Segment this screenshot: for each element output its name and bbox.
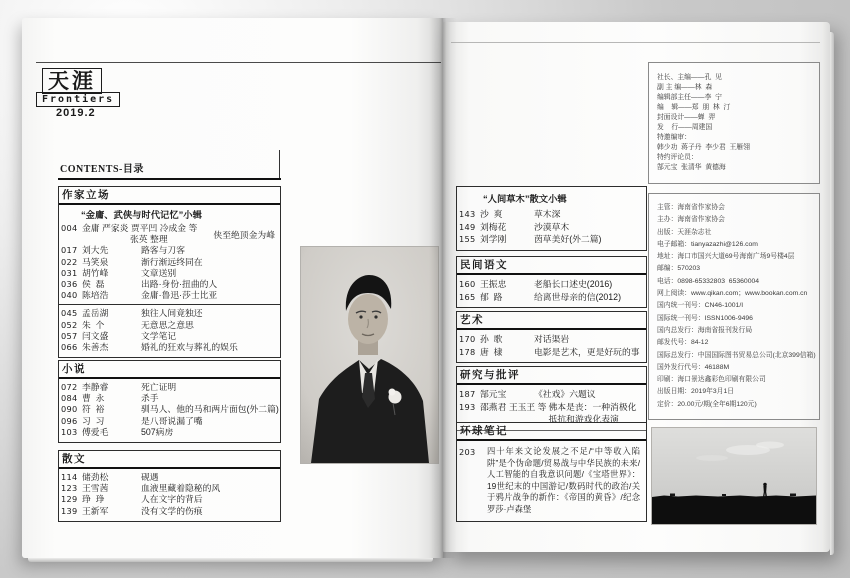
section-title: 研究与批评 — [457, 367, 646, 385]
toc-section-research-criticism — [456, 366, 647, 431]
page-number: 160 — [459, 279, 476, 289]
page-number: 045 — [61, 308, 78, 319]
article-title: 老船长口述史(2016) — [534, 279, 613, 289]
landscape-illustration — [652, 428, 816, 524]
page-number: 066 — [61, 342, 78, 353]
toc-row — [61, 308, 276, 319]
issue-number: 2019.2 — [56, 107, 96, 119]
page-number: 114 — [61, 472, 78, 482]
article-title: 给离世母亲的信(2012) — [534, 291, 622, 302]
section-title: 散文 — [59, 451, 280, 469]
article-title: 血液里藏着隐秘的风 — [141, 483, 221, 494]
compiler-name: 张英 整理 — [130, 234, 168, 245]
article-title: 《社戏》六题议 — [534, 389, 596, 399]
author-names: 金庸 严家炎 贾平凹 冷成金 等 — [82, 223, 198, 233]
section-subtitle: “人间草木”散文小辑 — [483, 194, 567, 204]
toc-list — [459, 333, 642, 358]
article-title: 砚遇 — [141, 472, 159, 482]
page-number: 084 — [61, 393, 78, 404]
masthead-line: 特约评论员： — [657, 154, 698, 161]
toc-list — [61, 245, 276, 301]
section-title: 环球笔记 — [457, 423, 646, 441]
toc-row — [61, 268, 276, 279]
toc-row — [459, 233, 642, 246]
toc-row — [61, 290, 276, 301]
toc-row — [459, 388, 642, 401]
author-name: 朱 个 — [82, 319, 105, 330]
toc-row — [61, 382, 276, 393]
page-number: 155 — [459, 234, 476, 244]
author-name: 沙 爽 — [480, 209, 503, 219]
toc-list — [459, 388, 642, 426]
article-title: 对话渠岩 — [534, 334, 570, 344]
left-page — [22, 18, 443, 558]
portrait-photo — [300, 246, 439, 464]
page-number: 193 — [459, 401, 476, 412]
logo-cn: 天涯 — [42, 68, 102, 94]
article-title: 电影是艺术，更是好玩的事 — [534, 346, 640, 357]
contents-rule-tick — [279, 150, 280, 178]
toc-list — [61, 472, 276, 517]
section-title: 民间语文 — [457, 257, 646, 275]
article-title: 杀手 — [141, 393, 159, 404]
author-name: 朱善杰 — [82, 342, 109, 353]
contents-heading: CONTENTS-目录 — [58, 158, 281, 180]
toc-list — [459, 278, 642, 303]
article-title: 侠至绝顶金为峰 — [213, 230, 275, 240]
masthead-line: 封面设计——蝉 羿 — [657, 114, 716, 121]
publishing-line: 国际总发行：中国国际图书贸易总公司(北京399信箱) — [657, 351, 816, 359]
toc-row — [459, 221, 642, 234]
author-name: 邵燕君 王玉玊 等 — [480, 401, 547, 412]
author-name: 曹 永 — [82, 393, 105, 404]
toc-row — [61, 404, 279, 415]
toc-row — [61, 472, 276, 483]
toc-row-lead — [61, 223, 276, 245]
article-title: 佛本是丧：一种消极化抵抗和游戏化表演 — [548, 401, 637, 424]
article-title: 沙漠草木 — [534, 221, 570, 232]
toc-row — [459, 208, 642, 221]
publishing-line: 电话：0898-65332803 65360004 — [657, 277, 760, 285]
toc-row — [459, 333, 642, 346]
masthead-line: 编辑部主任——李 宁 — [657, 94, 722, 101]
toc-row-notes — [459, 446, 643, 515]
page-number: 040 — [61, 290, 78, 301]
author-name: 李静睿 — [82, 382, 109, 392]
toc-list — [61, 308, 276, 353]
article-title: 金庸·鲁迅·莎士比亚 — [141, 290, 218, 301]
publishing-line: 网上阅读：www.qikan.com；www.bookan.com.cn — [657, 290, 808, 298]
publishing-info — [648, 193, 820, 420]
publishing-line: 国外发行代号：46188M — [657, 363, 730, 371]
page-number: 090 — [61, 404, 78, 415]
publishing-line: 国内统一刊号：CN46-1001/I — [657, 302, 744, 310]
toc-section-fiction — [58, 360, 281, 443]
toc-row — [459, 278, 642, 291]
page-number: 178 — [459, 346, 476, 357]
article-title: 驯马人、他的马和两片面包(外二篇) — [141, 404, 279, 415]
toc-row — [61, 279, 276, 290]
masthead-line: 社长、主编——孔 见 — [657, 74, 722, 81]
author-name: 闫文盛 — [82, 330, 109, 341]
publishing-line: 定价：20.00元/期(全年6期120元) — [657, 400, 757, 408]
toc-row — [61, 245, 276, 256]
page-number: 165 — [459, 291, 476, 302]
article-title: 路客与刀客 — [141, 245, 185, 256]
author-name: 刘学刚 — [480, 234, 507, 244]
author-name: 琤 琤 — [82, 494, 105, 505]
page-number: 187 — [459, 389, 476, 399]
author-name: 傅爱毛 — [82, 426, 109, 437]
section-title: 作家立场 — [59, 187, 280, 205]
author-name: 王雪茜 — [82, 483, 109, 494]
toc-row — [61, 331, 276, 342]
top-rule — [451, 42, 820, 43]
article-title: 渐行渐远终同在 — [141, 256, 203, 267]
author-name: 储劲松 — [82, 472, 109, 482]
author-name: 习 习 — [82, 415, 105, 426]
toc-row — [61, 416, 276, 427]
section-title: 小说 — [59, 361, 280, 379]
article-title: 507病房 — [141, 426, 174, 437]
masthead-line: 副 主 编——林 森 — [657, 84, 713, 91]
toc-row — [61, 427, 276, 438]
page-number: 022 — [61, 256, 78, 267]
author-name: 刘大先 — [82, 245, 109, 256]
publishing-line: 国内总发行：海南省报刊发行局 — [657, 326, 753, 334]
publishing-line: 国际统一刊号：ISSN1006-9496 — [657, 314, 753, 322]
publishing-line: 主办：海南省作家协会 — [657, 216, 725, 224]
notes-summary: 四十年来文论发展之不足/“中等收入陷阱”是个伪命题/贸易战与中华民族的未来/人工智能的自我意识问题/《宝塔世界》：19世纪末的中国游记/数码时代的政治/关于鸦片战争的新作：《帝国的黄昏》/纪念罗莎·卢森堡 — [487, 446, 640, 514]
author-name: 孟岳湖 — [82, 308, 109, 319]
right-page — [443, 22, 830, 552]
toc-row — [61, 483, 276, 494]
author-name: 唐 棣 — [480, 346, 503, 357]
masthead-line: 特邀编审： — [657, 134, 691, 141]
publishing-line: 出版日期：2019年3月1日 — [657, 388, 735, 396]
toc-row — [61, 393, 276, 404]
page-number: 143 — [459, 209, 476, 219]
landscape-photo — [651, 427, 817, 525]
toc-section-writers-position — [58, 186, 281, 358]
author-name: 郜元宝 — [480, 389, 507, 399]
article-title: 是八哥说漏了嘴 — [141, 415, 203, 426]
page-number: 203 — [459, 447, 476, 457]
page-number: 031 — [61, 267, 78, 278]
toc-list — [61, 382, 279, 438]
author-name: 陈培浩 — [82, 290, 109, 301]
page-number: 103 — [61, 426, 78, 437]
toc-section-folk-language — [456, 256, 647, 308]
page-number: 017 — [61, 245, 78, 256]
article-title: 没有文学的伤痕 — [141, 505, 203, 516]
toc-section-art — [456, 311, 647, 363]
toc-row — [459, 291, 642, 304]
publishing-line: 电子邮箱：tianyazazhi@126.com — [657, 240, 758, 248]
author-name: 王新军 — [82, 505, 109, 516]
masthead-lines — [649, 63, 819, 173]
portrait-illustration — [301, 247, 438, 463]
author-name: 孙 歌 — [480, 334, 503, 344]
publishing-line: 地址：海口市国兴大道69号海南广场9号楼4层 — [657, 253, 795, 261]
article-title: 婚礼的狂欢与葬礼的娱乐 — [141, 342, 238, 353]
masthead-line: 郜元宝 张清华 黄德海 — [657, 164, 726, 171]
publishing-line: 主管：海南省作家协会 — [657, 204, 725, 211]
page-number: 149 — [459, 221, 476, 232]
toc-section-grass-and-trees — [456, 186, 647, 251]
author-name: 胡竹峰 — [82, 267, 109, 278]
page-number: 052 — [61, 319, 78, 330]
author-name: 郁 路 — [480, 291, 503, 302]
masthead — [648, 62, 820, 184]
page-number: 129 — [61, 494, 78, 505]
toc-row — [459, 346, 642, 359]
author-name: 符 裕 — [82, 404, 105, 415]
toc-row — [61, 494, 276, 505]
publishing-line: 邮发代号：84-12 — [657, 339, 709, 347]
article-title: 草木深 — [534, 209, 561, 219]
toc-section-essays — [58, 450, 281, 522]
logo-en: Frontiers — [36, 92, 120, 107]
page-number: 139 — [61, 505, 78, 516]
toc-row — [61, 257, 276, 268]
author-name: 马笑泉 — [82, 256, 109, 267]
author-name: 刘梅花 — [480, 221, 507, 232]
article-title: 死亡证明 — [141, 382, 177, 392]
page-number: 123 — [61, 483, 78, 494]
toc-row — [61, 506, 276, 517]
toc-list — [459, 208, 642, 246]
publishing-line: 印刷：海口景达鑫彩色印刷有限公司 — [657, 376, 766, 384]
toc-section-global-notes — [456, 422, 647, 522]
section-divider — [59, 304, 280, 305]
publishing-lines — [649, 194, 819, 419]
article-title: 茵草美好(外二篇) — [534, 234, 602, 244]
page-number: 004 — [61, 223, 78, 233]
page-number: 036 — [61, 279, 78, 290]
toc-row — [61, 342, 276, 353]
author-name: 侯 磊 — [82, 279, 105, 290]
page-number: 057 — [61, 330, 78, 341]
page-number: 096 — [61, 415, 78, 426]
top-rule — [36, 62, 441, 63]
masthead-line: 编 辑——郑 朋 林 汀 — [657, 104, 731, 111]
article-title: 文章送别 — [141, 267, 177, 278]
section-title: 艺术 — [457, 312, 646, 330]
page-number: 170 — [459, 334, 476, 344]
publishing-line: 邮编：570203 — [657, 265, 701, 273]
article-title: 无意思之意思 — [141, 319, 194, 330]
toc-row — [61, 320, 276, 331]
publishing-line: 出版：天涯杂志社 — [657, 228, 712, 236]
article-title: 出路·身份·扭曲的人 — [141, 279, 218, 290]
masthead-line: 韩少功 蒋子丹 李少君 王雁翎 — [657, 144, 750, 151]
article-title: 人在文字的背后 — [141, 494, 203, 505]
page-number: 072 — [61, 382, 78, 392]
author-name: 王振忠 — [480, 279, 507, 289]
article-title: 独往人间竟独还 — [141, 308, 203, 319]
section-subtitle: “金庸、武侠与时代记忆”小辑 — [81, 210, 202, 220]
article-title: 文学笔记 — [141, 330, 177, 341]
masthead-line: 发 行——周建国 — [657, 124, 713, 131]
